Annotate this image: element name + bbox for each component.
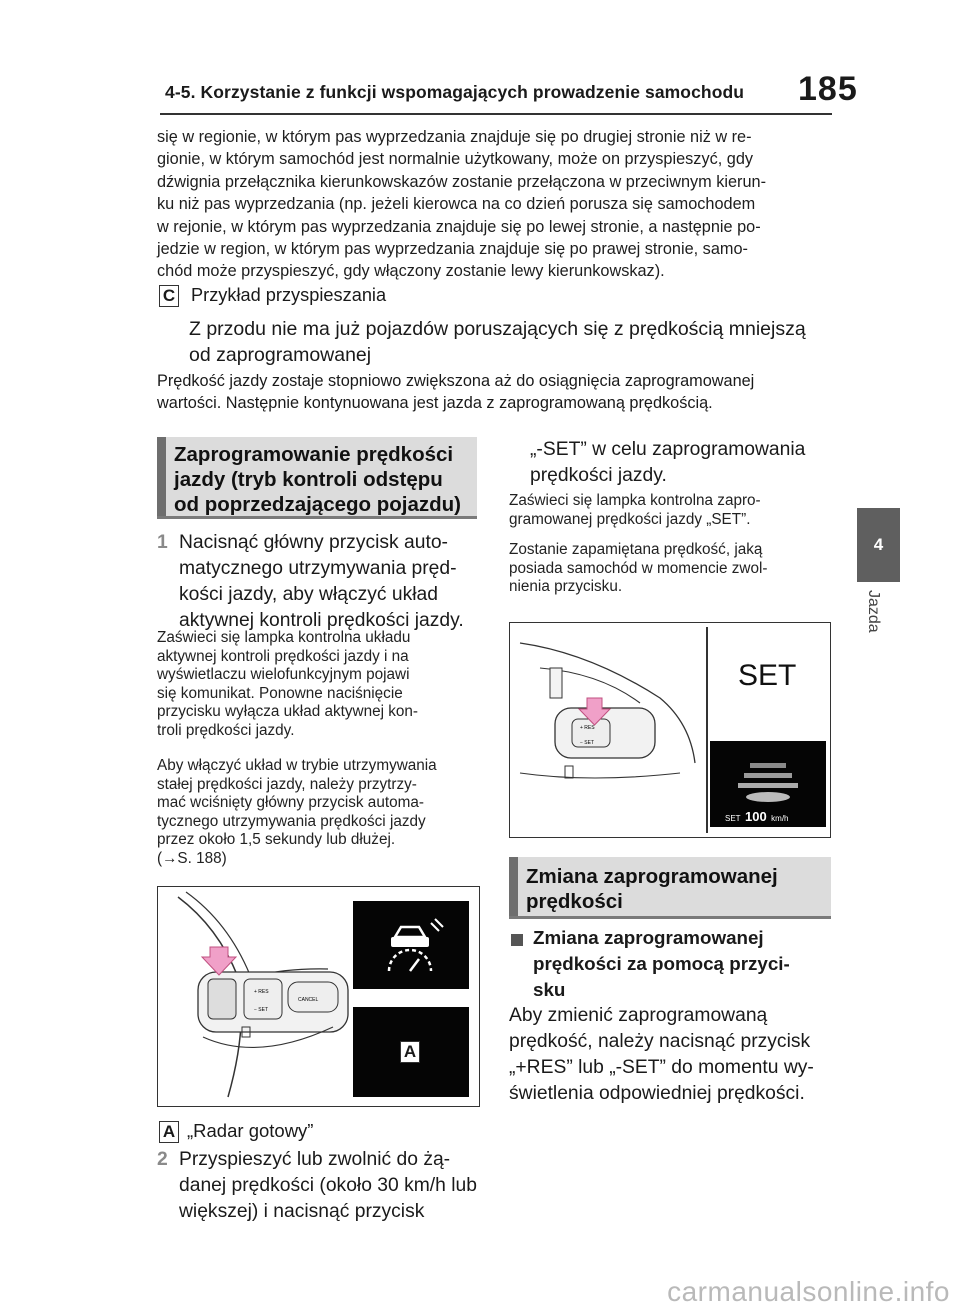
note-4: Zostanie zapamiętana prędkość, jaką posiada samochód w momencie zwol- nienia przycisku. [509, 541, 768, 596]
note-1: Zaświeci się lampka kontrolna układu aktywnej kontroli prędkości jazdy i na wyświetlaczu wielofunkcyjnym pojawi się komunikat. Ponowne naciśnięcie przycisku wyłącza układ aktywnej kon- troli prędkości jazdy. [157, 629, 418, 739]
set-indicator-text: SET [738, 659, 797, 692]
step-1-number: 1 [157, 532, 168, 553]
subheading-change-by-switch: Zmiana zaprogramowanej prędkości za pomocą przyci- sku [533, 927, 790, 1000]
note-2: Aby włączyć układ w trybie utrzymywania stałej prędkości jazdy, należy przytrzy- mać wciśnięty główny przycisk automa- tycznego utrzymywania prędkości jazdy przez około 1,5 sekundy lub dłużej. (→S. 188) [157, 757, 437, 867]
step-2-continuation: „-SET” w celu zaprogramowania prędkości jazdy. [530, 439, 806, 486]
caption-a: A „Radar gotowy” [159, 1120, 313, 1143]
chapter-number: 4 [873, 535, 884, 554]
set-speed-readout: SET 100 km/h [725, 809, 789, 824]
press-arrow-icon [202, 947, 236, 975]
set-label: − SET [254, 1007, 269, 1013]
radar-ready-display [353, 901, 469, 989]
step-1: 1 Nacisnąć główny przycisk auto- matycznego utrzymywania pręd- kości jazdy, aby włączyć układ aktywnej kontroli prędkości jazdy. [157, 532, 464, 631]
cancel-label: CANCEL [298, 997, 319, 1003]
set-speed-display [710, 741, 826, 827]
page-number: 185 [798, 70, 858, 108]
figure-set-switch [509, 622, 831, 838]
example-c-subtitle: Z przodu nie ma już pojazdów poruszających się z prędkością mniejszą od zaprogramowanej [189, 318, 806, 366]
label-c-box: C [159, 285, 179, 307]
header-divider [160, 113, 832, 115]
section-heading-set-speed: Zaprogramowanie prędkości jazdy (tryb kontroli odstępu od poprzedzającego pojazdu) [157, 437, 477, 519]
set-switch-illustration [510, 623, 706, 836]
page-header-title: 4-5. Korzystanie z funkcji wspomagających prowadzenie samochodu [165, 82, 745, 102]
step-2-number: 2 [157, 1149, 168, 1170]
chapter-tab[interactable] [857, 508, 900, 582]
chapter-label: Jazda [865, 590, 882, 633]
note-3: Zaświeci się lampka kontrolna zapro- gramowanej prędkości jazdy „SET”. [509, 492, 761, 528]
res-label: + RES [254, 989, 269, 995]
change-speed-instructions: Aby zmienić zaprogramowaną prędkość, należy nacisnąć przycisk „+RES” lub „-SET” do momentu wy- świetlenia odpowiedniej prędkości. [509, 1005, 814, 1104]
res-label-2: + RES [580, 725, 595, 731]
watermark: carmanualsonline.info [667, 1276, 950, 1307]
bullet-square-icon [511, 934, 523, 946]
figure-steering-wheel-main-switch [157, 886, 480, 1107]
section-heading-change-speed: Zmiana zaprogramowanej prędkości [509, 857, 831, 919]
step-2: 2 Przyspieszyć lub zwolnić do żą- danej prędkości (około 30 km/h lub większej) i nacisnąć przycisk [157, 1149, 477, 1222]
intro-paragraph: się w regionie, w którym pas wyprzedzania znajduje się po drugiej stronie niż w re- gionie, w którym samochód jest normalnie użytkowany, może on przyspieszyć, gdy dźwignia przełącznika kierunkowskazów zostanie przełączona w przeciwnym kierun- ku niż pas wyprzedzania (np. jeżeli kierowca na co dzień porusza się samochodem w rejonie, w którym pas wyprzedzania znajduje się po lewej stronie, a następnie po- jedzie w region, w którym pas wyprzedzania znajduje się po prawej stronie, samo- chód może przyspieszyć, gdy włączony zostanie lewy kierunkowskaz). [157, 128, 766, 281]
figure-divider [706, 627, 708, 833]
set-label-2: − SET [580, 740, 595, 746]
example-c-description: Prędkość jazdy zostaje stopniowo zwiększona aż do osiągnięcia zaprogramowanej wartości. Następnie kontynuowana jest jazda z zaprogramowaną prędkością. [157, 372, 755, 413]
display-panel-a [353, 1007, 469, 1097]
display-a-label: A [400, 1041, 420, 1063]
example-c-title: C Przykład przyspieszania [159, 285, 386, 307]
radar-cruise-icon [353, 901, 469, 989]
